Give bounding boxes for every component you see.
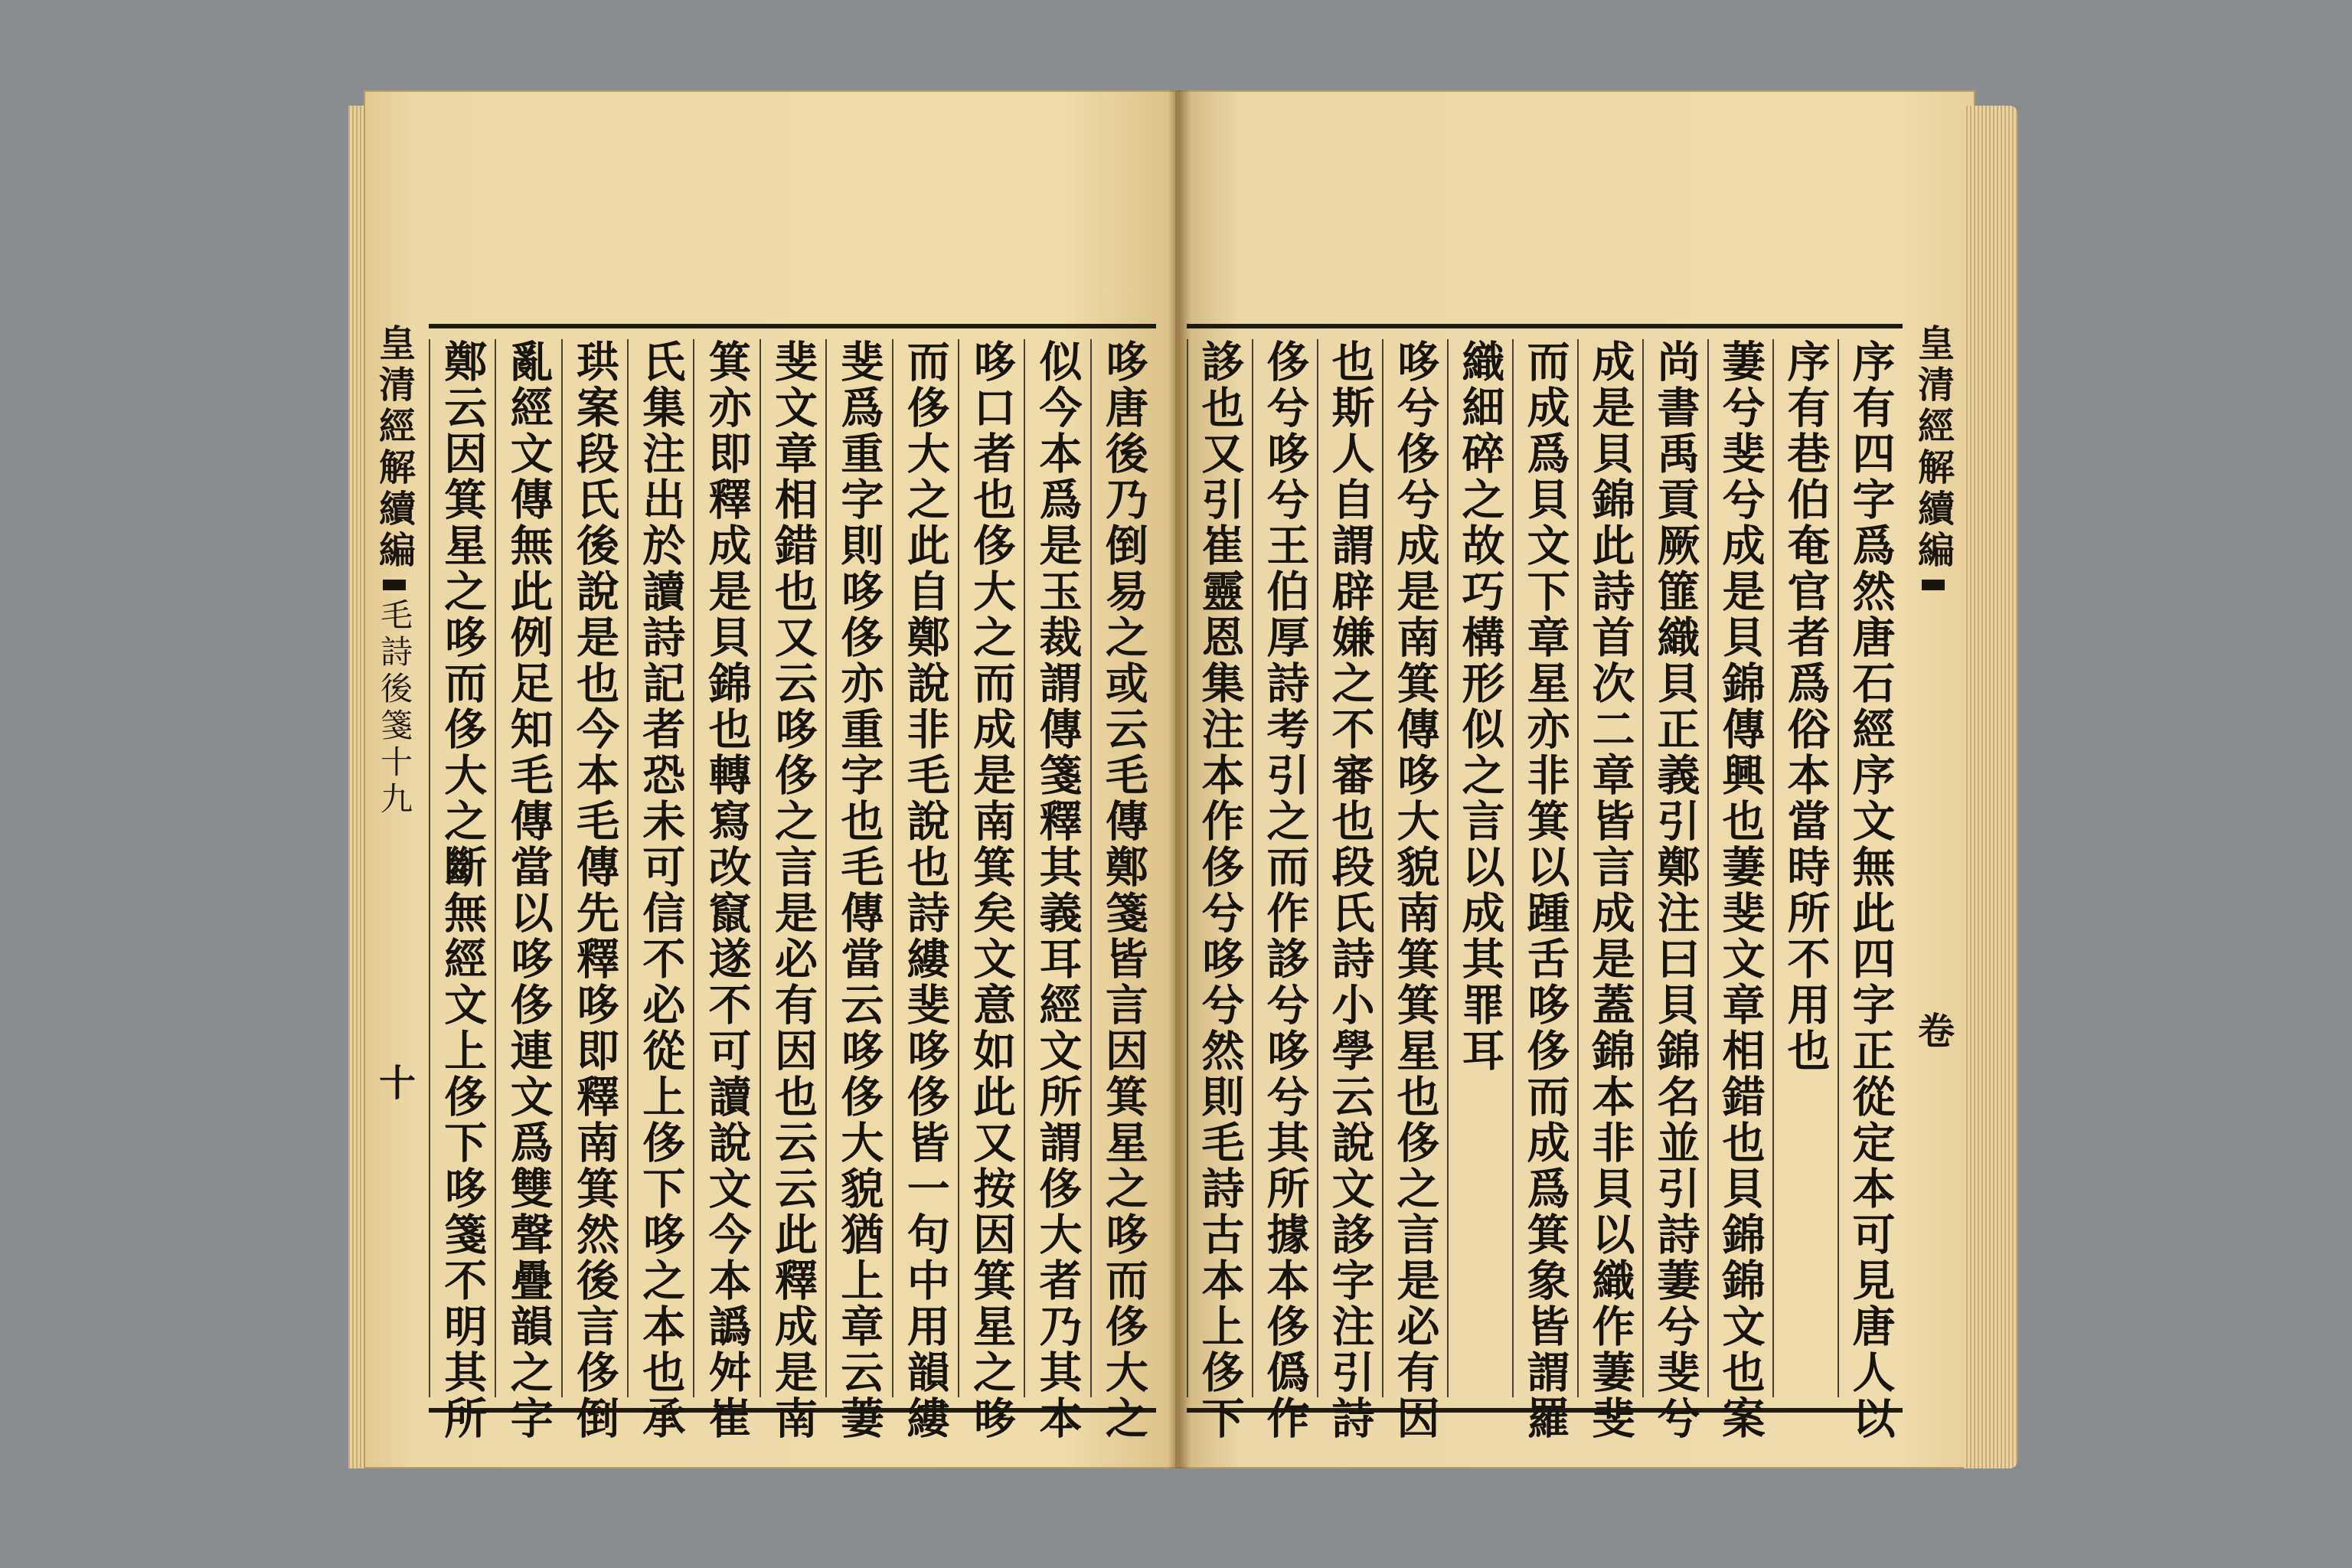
right-page-number: 卷 (1911, 1011, 1955, 1053)
left-page-column (760, 339, 825, 1442)
right-text-frame (1187, 324, 1903, 1442)
left-page-column (693, 339, 759, 1442)
right-page-column (1252, 339, 1317, 1442)
left-chapter-title: 毛詩後箋十九 (376, 598, 413, 818)
right-page-column (1707, 339, 1772, 1442)
text-column-line: 哆口者也侈大之而成是南箕矣文意如此又按因箕星之哆 (966, 339, 1018, 1442)
right-page-column (1772, 339, 1838, 1397)
left-book-title: 皇清經解續編 (372, 324, 416, 572)
right-page-column (1838, 339, 1903, 1442)
text-column-line: 哆唐後乃倒易之或云毛傳鄭箋皆言因箕星之哆而侈大之 (1098, 339, 1149, 1442)
right-text-columns (1187, 339, 1903, 1442)
right-page-column (1317, 339, 1382, 1442)
right-page-column (1447, 339, 1512, 1397)
left-page-column (958, 339, 1024, 1442)
left-page-column (561, 339, 627, 1442)
text-column-line: 斐爲重字則哆侈亦重字也毛傳當云哆侈大貌猶上章云萋 (834, 339, 885, 1442)
left-margin-title (371, 324, 417, 1403)
text-column-line: 似今本爲是玉裁謂傳箋釋其義耳經文所謂侈大者乃其本 (1032, 339, 1083, 1442)
right-page-column (1382, 339, 1447, 1442)
text-column-line: 誃也又引崔靈恩集注本作侈兮哆兮然則毛詩古本上侈下 (1194, 339, 1246, 1442)
open-book (348, 90, 2017, 1495)
text-column-line: 也斯人自謂辟嫌之不審也段氏詩小學云說文誃字注引詩 (1325, 339, 1376, 1442)
text-column-line: 尚書禹貢厥篚織貝正義引鄭注曰貝錦名並引詩萋兮斐兮 (1650, 339, 1701, 1442)
left-page-column (892, 339, 958, 1442)
text-column-line: 而侈大之此自鄭說非毛說也詩縷斐哆侈皆一句中用韻縷 (900, 339, 951, 1442)
text-column-line: 珙案段氏後說是也今本毛傳先釋哆即釋南箕然後言侈倒 (569, 339, 620, 1442)
right-book-title: 皇清經解續編 (1911, 324, 1955, 572)
right-page-column (1512, 339, 1577, 1442)
text-column-line: 氏集注出於讀詩記者恐未可信不必從上侈下哆之本也承 (635, 339, 687, 1442)
left-page-column (627, 339, 693, 1442)
right-page-column (1577, 339, 1642, 1442)
text-column-line: 萋兮斐兮成是貝錦傳興也萋斐文章相錯也貝錦錦文也案 (1715, 339, 1766, 1442)
left-page-column (1090, 339, 1156, 1442)
text-column-line: 侈兮哆兮王伯厚詩考引之而作誃兮哆兮其所據本侈僞作 (1259, 339, 1311, 1442)
text-column-line: 哆兮侈兮成是南箕傳哆大貌南箕箕星也侈之言是必有因 (1390, 339, 1441, 1442)
text-column-line: 而成爲貝文下章星亦非箕以踵舌哆侈而成爲箕象皆謂羅 (1520, 339, 1571, 1442)
left-page-column (1024, 339, 1089, 1442)
left-text-columns (429, 339, 1156, 1442)
left-page-column (825, 339, 891, 1442)
text-column-line: 鄭云因箕星之哆而侈大之斷無經文上侈下哆箋不明其所 (437, 339, 488, 1442)
text-column-line: 箕亦即釋成是貝錦也轉寫改竄遂不可讀說文今本譌舛崔 (701, 339, 753, 1442)
left-page-column (495, 339, 560, 1442)
text-column-line: 成是貝錦此詩首次二章皆言成是蓋錦本非貝以織作萋斐 (1585, 339, 1636, 1442)
left-page-column (429, 339, 495, 1442)
fish-tail-mark (1922, 580, 1945, 590)
text-column-line: 斐文章相錯也又云哆侈之言是必有因也云云此釋成是南 (768, 339, 819, 1442)
text-column-line: 織細碎之故巧構形似之言以成其罪耳 (1455, 339, 1506, 1074)
text-column-line: 序有四字爲然唐石經序文無此四字正從定本可見唐人以 (1845, 339, 1896, 1442)
fish-tail-mark (383, 580, 406, 590)
right-page-edges (1964, 106, 2017, 1468)
right-margin-title (1910, 324, 1956, 1403)
right-page-column (1187, 339, 1252, 1442)
text-column-line: 亂經文傳無此例足知毛傳當以哆侈連文爲雙聲疊韻之字 (503, 339, 554, 1442)
left-text-frame (429, 324, 1156, 1442)
left-page-number: 十 (372, 1063, 416, 1105)
text-column-line: 序有巷伯奄官者爲俗本當時所不用也 (1780, 339, 1831, 1074)
right-page-column (1642, 339, 1707, 1442)
